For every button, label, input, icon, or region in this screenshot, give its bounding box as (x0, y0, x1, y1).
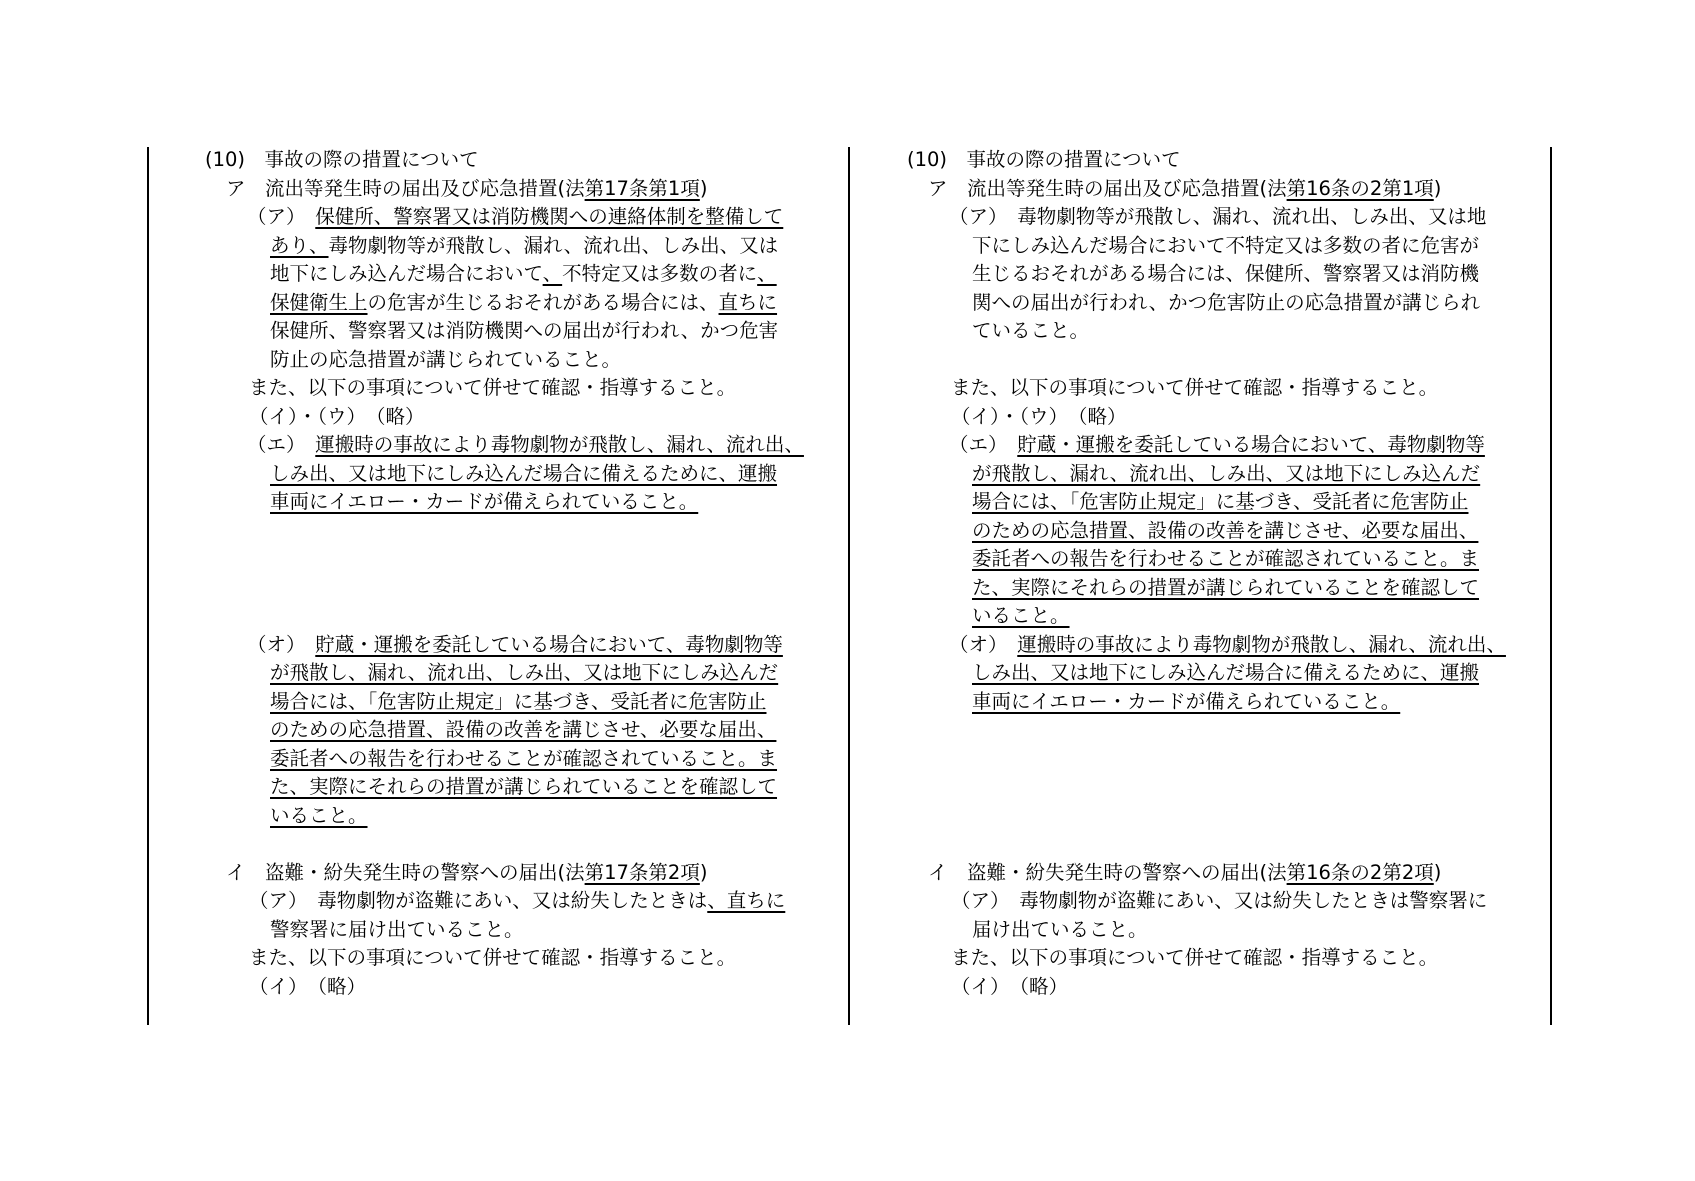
text-segment: （イ）・（ウ） （略） (951, 404, 1127, 428)
text-line (972, 517, 1478, 545)
left-border-line (147, 147, 149, 1025)
underlined-text: た、実際にそれらの措置が講じられていることを確認して (270, 775, 778, 798)
text-segment: （エ） (949, 433, 1018, 456)
text-line (270, 317, 778, 345)
underlined-text: 貯蔵・運搬を委託している場合において、毒物劇物等 (1017, 433, 1485, 456)
text-segment: （ア） (247, 205, 316, 228)
text-line (226, 175, 707, 203)
text-segment: また、以下の事項について併せて確認・指導すること。 (249, 946, 737, 969)
text-segment: 毒物劇物等が飛散し、漏れ、流れ出、しみ出、又は (328, 233, 779, 257)
text-line (270, 289, 777, 317)
text-line (907, 146, 1181, 174)
text-segment: イ 盗難・紛失発生時の警察への届出(法 (226, 860, 585, 884)
underlined-text: あり、 (270, 233, 329, 257)
text-line (972, 460, 1480, 488)
underlined-text: 委託者への報告を行わせることが確認されていること。ま (270, 746, 778, 770)
text-line (928, 859, 1441, 887)
underlined-text: 場合には、「危害防止規定」に基づき、受託者に危害防止 (270, 689, 767, 713)
text-segment: の危害が生じるおそれがある場合には、 (367, 290, 719, 314)
text-line (951, 973, 1068, 1001)
text-line (226, 859, 707, 887)
underlined-text: が飛散し、漏れ、流れ出、しみ出、又は地下にしみ込んだ (972, 461, 1481, 485)
underlined-text: 委託者への報告を行わせることが確認されていること。ま (972, 547, 1480, 570)
text-segment: (10) 事故の際の措置について (907, 148, 1181, 171)
text-line (928, 175, 1441, 203)
text-segment: （ア） 毒物劇物等が飛散し、漏れ、流れ出、しみ出、又は地 (949, 205, 1487, 228)
text-line (270, 488, 698, 516)
text-line (270, 460, 777, 488)
text-segment: ) (1433, 176, 1442, 200)
text-segment: 不特定又は多数の者に (562, 262, 758, 285)
text-line (951, 403, 1127, 431)
underlined-text: しみ出、又は地下にしみ込んだ場合に備えるために、運搬 (270, 461, 778, 485)
underlined-text: 貯蔵・運搬を委託している場合において、毒物劇物等 (315, 632, 783, 656)
text-line (270, 716, 776, 744)
text-line (270, 745, 777, 773)
text-segment: ) (1433, 860, 1442, 884)
text-line (247, 631, 783, 659)
text-segment: イ 盗難・紛失発生時の警察への届出(法 (928, 860, 1287, 884)
underlined-text: 車両にイエロー・カードが備えられていること。 (972, 689, 1401, 713)
text-line (949, 431, 1485, 459)
underlined-text: のための応急措置、設備の改善を講じさせ、必要な届出、 (972, 518, 1479, 542)
text-line (270, 688, 766, 716)
text-line (249, 944, 736, 972)
text-line (951, 374, 1438, 402)
text-segment: ア 流出等発生時の届出及び応急措置(法 (928, 176, 1287, 200)
text-segment: 地下にしみ込んだ場合において (270, 262, 543, 285)
text-line (951, 944, 1438, 972)
text-segment: 保健所、警察署又は消防機関への届出が行われ、かつ危害 (270, 319, 779, 342)
text-line (951, 887, 1487, 915)
text-line (972, 659, 1479, 687)
text-segment: （オ） (949, 632, 1018, 656)
text-line (247, 203, 783, 231)
underlined-text: 運搬時の事故により毒物劇物が飛散し、漏れ、流れ出、 (315, 433, 804, 456)
text-segment: （イ） （略） (951, 974, 1069, 998)
text-segment: （オ） (247, 632, 316, 656)
text-segment: （イ） （略） (249, 974, 367, 998)
center-divider-line (848, 147, 850, 1025)
underlined-text: 第16条の2第2項 (1286, 860, 1434, 884)
text-line (972, 574, 1479, 602)
text-line (249, 973, 366, 1001)
underlined-text: 保健所、警察署又は消防機関への連絡体制を整備して (315, 205, 784, 228)
text-segment: （エ） (247, 433, 316, 456)
underlined-text: いること。 (972, 604, 1070, 627)
text-line (270, 916, 524, 944)
underlined-text: 、 (542, 262, 563, 285)
text-segment: 防止の応急措置が講じられていること。 (270, 347, 622, 371)
underlined-text: 車両にイエロー・カードが備えられていること。 (270, 490, 699, 513)
text-line (270, 346, 621, 374)
underlined-text: いること。 (270, 803, 368, 827)
text-line (972, 317, 1089, 345)
text-segment: ア 流出等発生時の届出及び応急措置(法 (226, 176, 585, 200)
underlined-text: た、実際にそれらの措置が講じられていることを確認して (972, 575, 1480, 599)
text-line (249, 887, 785, 915)
text-line (972, 232, 1479, 260)
text-line (270, 659, 778, 687)
text-line (270, 232, 778, 260)
text-segment: 関への届出が行われ、かつ危害防止の応急措置が講じられ (972, 290, 1481, 314)
text-segment: 警察署に届け出ていること。 (270, 917, 524, 941)
text-segment: ) (699, 176, 708, 200)
text-line (972, 260, 1479, 288)
text-segment: また、以下の事項について併せて確認・指導すること。 (249, 376, 737, 399)
text-line (270, 260, 777, 288)
text-line (972, 488, 1468, 516)
text-line (270, 773, 777, 801)
underlined-text: 第17条第2項 (584, 860, 700, 884)
text-segment: 届け出ていること。 (972, 917, 1148, 941)
text-segment: ていること。 (972, 319, 1090, 342)
text-segment: また、以下の事項について併せて確認・指導すること。 (951, 376, 1439, 399)
text-segment: また、以下の事項について併せて確認・指導すること。 (951, 946, 1439, 969)
text-segment: ) (699, 860, 708, 884)
text-line (249, 374, 736, 402)
text-line (972, 289, 1480, 317)
text-line (249, 403, 425, 431)
text-line (205, 146, 479, 174)
text-segment: （ア） 毒物劇物が盗難にあい、又は紛失したときは (249, 889, 708, 912)
underlined-text: 第16条の2第1項 (1286, 176, 1434, 200)
text-line (972, 602, 1070, 630)
text-line (270, 802, 368, 830)
text-line (949, 631, 1506, 659)
text-line (247, 431, 804, 459)
text-segment: （イ）・（ウ） （略） (249, 404, 425, 428)
underlined-text: 場合には、「危害防止規定」に基づき、受託者に危害防止 (972, 490, 1469, 513)
underlined-text: 保健衛生上 (270, 290, 368, 314)
text-line (949, 203, 1486, 231)
underlined-text: 第17条第1項 (584, 176, 700, 200)
text-line (972, 688, 1400, 716)
underlined-text: 、 (757, 262, 777, 285)
text-segment: （ア） 毒物劇物が盗難にあい、又は紛失したときは警察署に (951, 889, 1488, 912)
underlined-text: のための応急措置、設備の改善を講じさせ、必要な届出、 (270, 718, 777, 741)
underlined-text: が飛散し、漏れ、流れ出、しみ出、又は地下にしみ込んだ (270, 661, 779, 684)
text-segment: 下にしみ込んだ場合において不特定又は多数の者に危害が (972, 233, 1480, 257)
text-segment: (10) 事故の際の措置について (205, 148, 479, 171)
underlined-text: 直ちに (718, 290, 778, 314)
text-line (972, 545, 1479, 573)
text-segment: 生じるおそれがある場合には、保健所、警察署又は消防機 (972, 262, 1480, 285)
underlined-text: 運搬時の事故により毒物劇物が飛散し、漏れ、流れ出、 (1017, 632, 1506, 656)
right-border-line (1550, 147, 1552, 1025)
underlined-text: 、直ちに (707, 889, 786, 912)
text-line (972, 916, 1148, 944)
underlined-text: しみ出、又は地下にしみ込んだ場合に備えるために、運搬 (972, 661, 1480, 684)
